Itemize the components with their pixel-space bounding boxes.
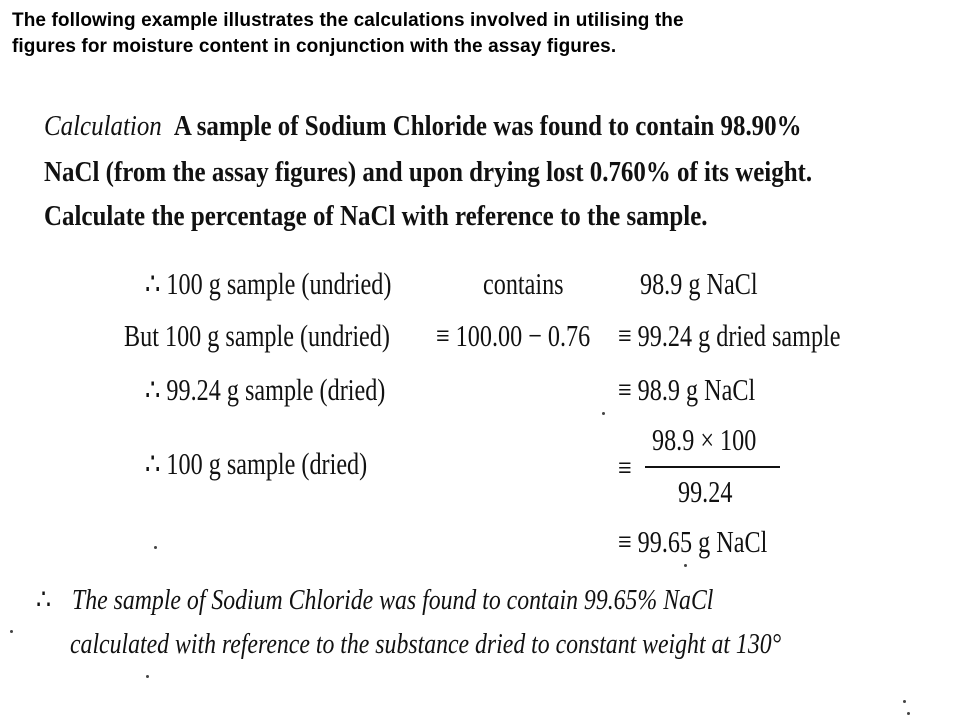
step4-equiv: ≡: [618, 450, 632, 485]
step2-left: But 100 g sample (undried): [124, 318, 390, 353]
step4-left: ∴ 100 g sample (dried): [145, 446, 368, 481]
scan-speck: [684, 564, 687, 567]
scan-speck: [602, 412, 605, 415]
conclusion-line-2: calculated with reference to the substance dried to constant weight at 130°: [70, 628, 782, 660]
intro-line-1: The following example illustrates the calculations involved in utilising the: [12, 10, 684, 31]
step3-left: ∴ 99.24 g sample (dried): [145, 372, 386, 407]
scan-speck: [907, 712, 910, 715]
scan-speck: [903, 700, 906, 703]
problem-line-3: Calculate the percentage of NaCl with reference to the sample.: [44, 200, 708, 232]
step2-right: ≡ 99.24 g dried sample: [618, 318, 841, 353]
scan-speck: [154, 546, 157, 549]
fraction-numerator: 98.9 × 100: [652, 422, 757, 457]
fraction-denominator: 99.24: [678, 474, 733, 509]
step5-result: ≡ 99.65 g NaCl: [618, 524, 768, 559]
intro-text: [12, 8, 952, 60]
scan-speck: [146, 675, 149, 678]
calculation-heading: Calculation: [44, 110, 162, 142]
scan-speck: [10, 630, 13, 633]
step1-left: ∴ 100 g sample (undried): [145, 266, 392, 301]
therefore-symbol: ∴: [36, 584, 52, 616]
problem-line-1: Calculation A sample of Sodium Chloride was found to contain 98.90%: [44, 110, 802, 142]
problem-line-2: NaCl (from the assay figures) and upon drying lost 0.760% of its weight.: [44, 156, 813, 188]
scanned-calculation: [0, 100, 960, 720]
step1-mid: contains: [483, 266, 564, 301]
conclusion-line-1: The sample of Sodium Chloride was found to contain 99.65% NaCl: [72, 584, 714, 616]
step3-right: ≡ 98.9 g NaCl: [618, 372, 756, 407]
step1-right: 98.9 g NaCl: [640, 266, 758, 301]
fraction-bar: [645, 466, 780, 468]
intro-line-2: figures for moisture content in conjunction with the assay figures.: [12, 36, 617, 57]
step2-mid: ≡ 100.00 − 0.76: [436, 318, 591, 353]
